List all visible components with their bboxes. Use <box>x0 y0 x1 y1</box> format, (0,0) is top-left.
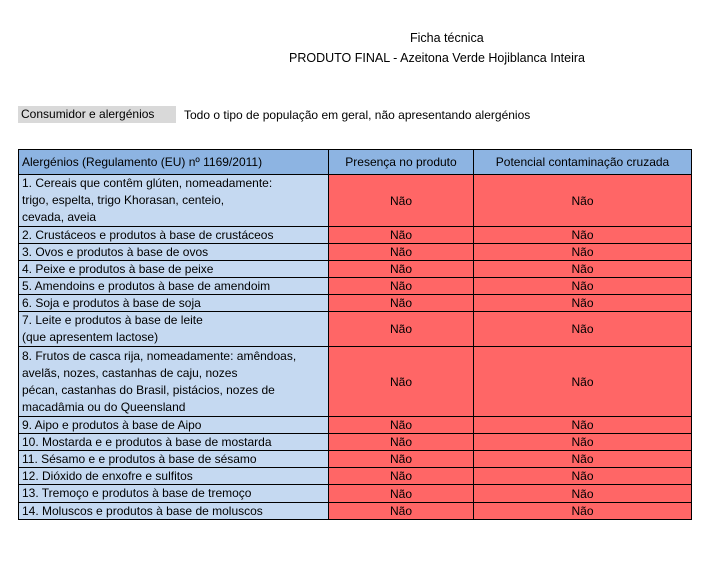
consumer-label: Consumidor e alergénios <box>18 106 176 123</box>
table-header-row <box>19 150 692 175</box>
cross-contamination-cell: Não <box>474 295 692 312</box>
allergen-name-line: 1. Cereais que contêm glúten, nomeadamente: <box>22 176 273 190</box>
allergen-name-line: 7. Leite e produtos à base de leite <box>22 313 203 327</box>
table-row <box>19 451 692 468</box>
table-row <box>19 347 692 417</box>
allergen-name-line: cevada, aveia <box>22 210 97 224</box>
cross-contamination-cell: Não <box>474 468 692 485</box>
consumer-value: Todo o tipo de população em geral, não apresentando alergénios <box>184 107 531 122</box>
cross-contamination-cell: Não <box>474 434 692 451</box>
allergen-name-line: pécan, castanhas do Brasil, pistácios, nozes de <box>22 382 275 397</box>
document-title: Ficha técnica <box>410 31 484 45</box>
allergen-name-line: 11. Sésamo e e produtos à base de sésamo <box>22 451 257 466</box>
allergen-name-line: 8. Frutos de casca rija, nomeadamente: amêndoas, <box>22 348 297 363</box>
allergen-name-line: 4. Peixe e produtos à base de peixe <box>22 261 214 276</box>
allergen-name-line: trigo, espelta, trigo Khorasan, centeio, <box>22 193 225 207</box>
presence-cell: Não <box>329 485 474 503</box>
cross-contamination-cell: Não <box>474 244 692 261</box>
cross-contamination-cell: Não <box>474 312 692 347</box>
consumer-row <box>18 106 530 123</box>
allergen-name-cell <box>19 278 329 295</box>
presence-cell: Não <box>329 347 474 417</box>
table-row <box>19 503 692 520</box>
cross-contamination-cell: Não <box>474 417 692 434</box>
allergens-table-body <box>19 175 692 520</box>
presence-cell: Não <box>329 227 474 244</box>
table-row <box>19 417 692 434</box>
allergen-name-line: 12. Dióxido de enxofre e sulfitos <box>22 468 193 483</box>
presence-cell: Não <box>329 503 474 520</box>
table-row <box>19 485 692 503</box>
allergen-name-cell <box>19 244 329 261</box>
allergen-name-line: 3. Ovos e produtos à base de ovos <box>22 244 209 259</box>
document-subtitle: PRODUTO FINAL - Azeitona Verde Hojiblanca Inteira <box>289 51 585 65</box>
allergen-name-cell <box>19 417 329 434</box>
cross-contamination-cell: Não <box>474 278 692 295</box>
allergen-name-cell <box>19 175 329 227</box>
cross-contamination-cell: Não <box>474 451 692 468</box>
allergen-name-line: 10. Mostarda e e produtos à base de mostarda <box>22 434 272 449</box>
presence-cell: Não <box>329 261 474 278</box>
column-header-allergens: Alergénios (Regulamento (EU) nº 1169/2011) <box>19 150 329 175</box>
table-row <box>19 312 692 347</box>
allergen-name-cell <box>19 347 329 417</box>
cross-contamination-cell: Não <box>474 347 692 417</box>
cross-contamination-cell: Não <box>474 175 692 227</box>
allergen-name-cell <box>19 261 329 278</box>
cross-contamination-cell: Não <box>474 485 692 503</box>
presence-cell: Não <box>329 468 474 485</box>
allergen-name-line: avelãs, nozes, castanhas de caju, nozes <box>22 365 238 380</box>
presence-cell: Não <box>329 175 474 227</box>
presence-cell: Não <box>329 244 474 261</box>
presence-cell: Não <box>329 417 474 434</box>
allergen-name-cell <box>19 227 329 244</box>
column-header-presence: Presença no produto <box>329 150 474 175</box>
presence-cell: Não <box>329 312 474 347</box>
allergen-name-cell <box>19 451 329 468</box>
allergen-name-line: 6. Soja e produtos à base de soja <box>22 295 201 310</box>
cross-contamination-cell: Não <box>474 227 692 244</box>
table-row <box>19 468 692 485</box>
presence-cell: Não <box>329 295 474 312</box>
table-row <box>19 227 692 244</box>
presence-cell: Não <box>329 434 474 451</box>
column-header-cross-contamination: Potencial contaminação cruzada <box>474 150 692 175</box>
allergen-name-cell <box>19 434 329 451</box>
allergen-name-line: (que apresentem lactose) <box>22 330 159 344</box>
table-row <box>19 295 692 312</box>
allergen-name-line: macadâmia ou do Queensland <box>22 399 186 414</box>
cross-contamination-cell: Não <box>474 261 692 278</box>
table-row <box>19 261 692 278</box>
table-row <box>19 175 692 227</box>
allergen-name-cell <box>19 295 329 312</box>
allergen-name-cell <box>19 485 329 503</box>
allergen-name-line: 5. Amendoins e produtos à base de amendoim <box>22 278 271 293</box>
allergen-name-line: 9. Aipo e produtos à base de Aipo <box>22 417 202 432</box>
allergen-name-cell <box>19 503 329 520</box>
allergens-table <box>18 149 692 520</box>
allergen-name-line: 14. Moluscos e produtos à base de moluscos <box>22 503 263 518</box>
allergen-name-cell <box>19 312 329 347</box>
table-row <box>19 278 692 295</box>
presence-cell: Não <box>329 451 474 468</box>
allergen-name-line: 13. Tremoço e produtos à base de tremoço <box>22 486 252 500</box>
table-row <box>19 434 692 451</box>
presence-cell: Não <box>329 278 474 295</box>
cross-contamination-cell: Não <box>474 503 692 520</box>
allergen-name-line: 2. Crustáceos e produtos à base de crustáceos <box>22 227 274 242</box>
allergen-name-cell <box>19 468 329 485</box>
table-row <box>19 244 692 261</box>
